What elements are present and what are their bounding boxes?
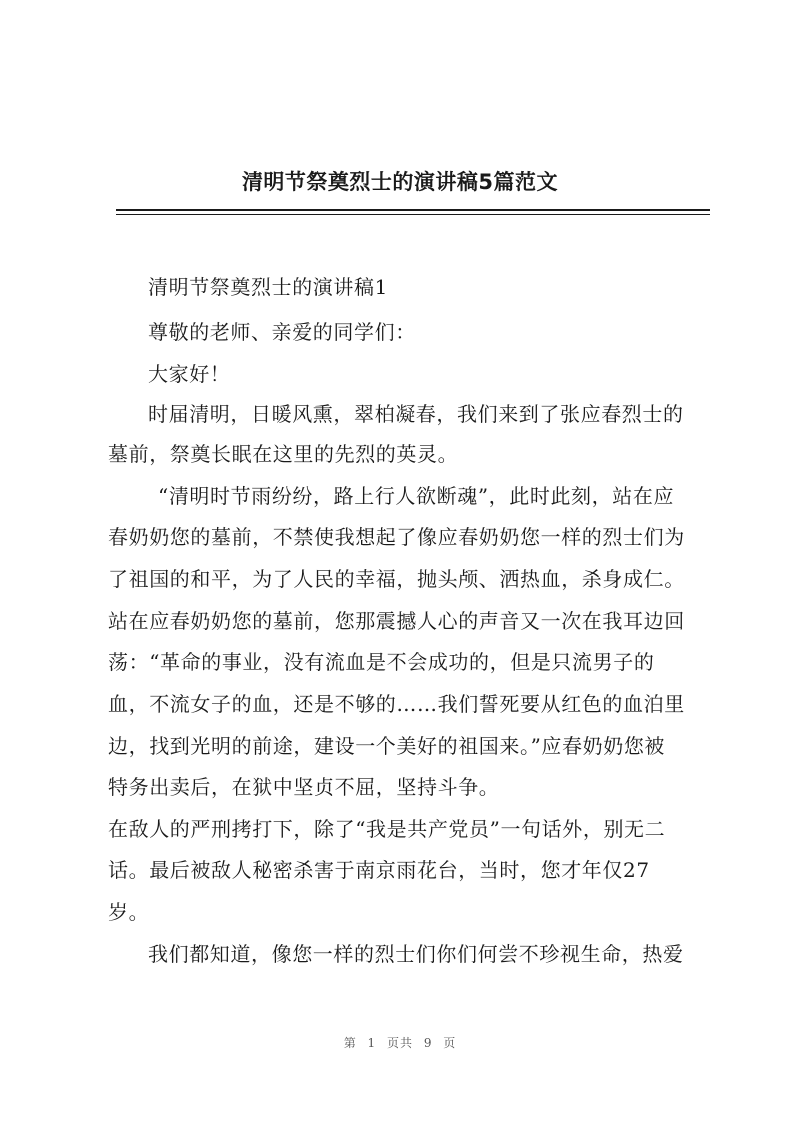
text-line: 血，不流女子的血，还是不够的……我们誓死要从红色的血泊里: [108, 692, 685, 716]
page-footer: 第 1 页共 9 页: [343, 1036, 457, 1050]
greeting: 大家好！: [148, 362, 231, 386]
text-line: 我们都知道，像您一样的烈士们你们何尝不珍视生命，热爱: [148, 942, 684, 966]
text-line: 在敌人的严刑拷打下，除了“我是共产党员”一句话外，别无二: [108, 817, 666, 841]
document-title: 清明节祭奠烈士的演讲稿5篇范文: [241, 170, 559, 194]
text-line: 站在应春奶奶您的墓前，您那震撼人心的声音又一次在我耳边回: [108, 609, 685, 633]
speech-heading: 清明节祭奠烈士的演讲稿1: [148, 275, 388, 299]
text-line: 墓前，祭奠长眠在这里的先烈的英灵。: [108, 442, 459, 466]
text-line: 边，找到光明的前途，建设一个美好的祖国来。”应春奶奶您被: [108, 734, 666, 758]
text-line: 荡：“革命的事业，没有流血是不会成功的，但是只流男子的: [108, 650, 655, 674]
text-line: 了祖国的和平，为了人民的幸福，抛头颅、洒热血，杀身成仁。: [108, 567, 685, 591]
salutation: 尊敬的老师、亲爱的同学们：: [148, 320, 416, 344]
text-line: 时届清明，日暖风熏，翠柏凝春，我们来到了张应春烈士的: [148, 402, 684, 426]
text-line: 岁。: [108, 900, 150, 924]
text-line: 话。最后被敌人秘密杀害于南京雨花台，当时，您才年仅27: [108, 858, 650, 882]
text-line: “清明时节雨纷纷，路上行人欲断魂”，此时此刻，站在应: [158, 484, 675, 508]
text-line: 特务出卖后，在狱中坚贞不屈，坚持斗争。: [108, 775, 500, 799]
text-line: 春奶奶您的墓前，不禁使我想起了像应春奶奶您一样的烈士们为: [108, 525, 685, 549]
